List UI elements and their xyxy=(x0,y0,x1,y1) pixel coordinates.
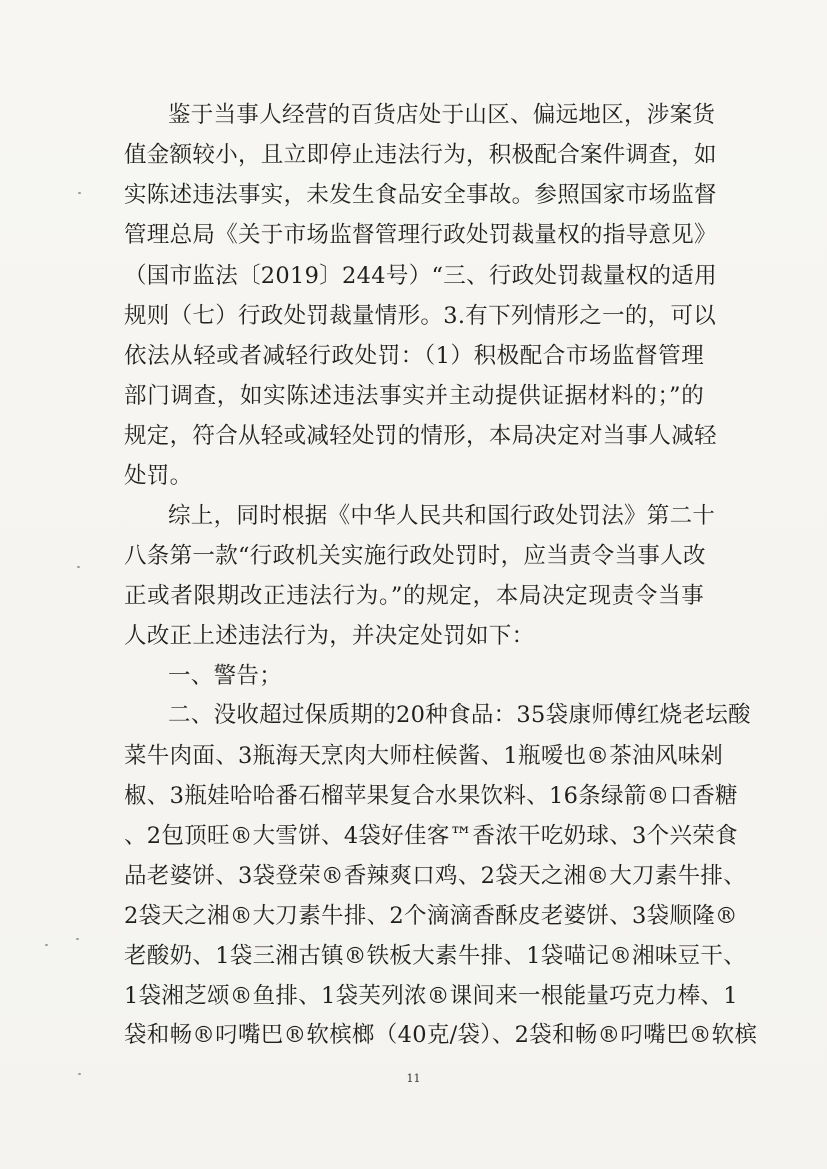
scan-speck xyxy=(78,192,81,194)
penalty-item-confiscation: 二、没收超过保质期的20种食品：35袋康师傅红烧老坛酸 xyxy=(168,702,751,728)
paragraph-line: 管理总局《关于市场监督管理行政处罚裁量权的指导意见》 xyxy=(124,222,717,248)
penalty-item-warning: 一、警告； xyxy=(168,663,283,689)
paragraph-line: 椒、3瓶娃哈哈番石榴苹果复合水果饮料、16条绿箭®口香糖 xyxy=(124,783,738,809)
paragraph-line: 实陈述违法事实，未发生食品安全事故。参照国家市场监督 xyxy=(124,182,717,208)
paragraph-line: 部门调查，如实陈述违法事实并主动提供证据材料的；”的 xyxy=(124,383,704,409)
paragraph-line: 综上，同时根据《中华人民共和国行政处罚法》第二十 xyxy=(168,503,716,529)
paragraph-line: 人改正上述违法行为，并决定处罚如下： xyxy=(124,623,535,649)
paragraph-line: 规定，符合从轻或减轻处罚的情形，本局决定对当事人减轻 xyxy=(124,423,717,449)
paragraph-line: （国市监法〔2019〕244号）“三、行政处罚裁量权的适用 xyxy=(124,263,717,289)
paragraph-line: 、2包顶旺®大雪饼、4袋好佳客™香浓干吃奶球、3个兴荣食 xyxy=(124,823,738,849)
scan-speck xyxy=(76,938,79,940)
paragraph-line: 值金额较小，且立即停止违法行为，积极配合案件调查，如 xyxy=(124,142,717,168)
paragraph-line: 处罚。 xyxy=(124,463,193,489)
paragraph-line: 规则（七）行政处罚裁量情形。3.有下列情形之一的，可以 xyxy=(124,303,717,329)
scan-speck xyxy=(78,1073,81,1075)
paragraph-line: 袋和畅®叼嘴巴®软槟榔（40克/袋）、2袋和畅®叼嘴巴®软槟 xyxy=(124,1022,758,1048)
page-number: 11 xyxy=(406,1072,421,1085)
scan-speck xyxy=(45,944,48,946)
paragraph-line: 1袋湘芝颂®鱼排、1袋芙列浓®课间来一根能量巧克力棒、1 xyxy=(124,983,738,1009)
paragraph-line: 2袋天之湘®大刀素牛排、2个滴滴香酥皮老婆饼、3袋顺隆® xyxy=(124,903,738,929)
paragraph-line: 依法从轻或者减轻行政处罚：（1）积极配合市场监督管理 xyxy=(124,343,704,369)
scan-speck xyxy=(77,566,80,568)
paragraph-line: 鉴于当事人经营的百货店处于山区、偏远地区，涉案货 xyxy=(168,102,716,128)
paragraph-line: 老酸奶、1袋三湘古镇®铁板大素牛排、1袋喵记®湘味豆干、 xyxy=(124,943,747,969)
paragraph-line: 八条第一款“行政机关实施行政处罚时，应当责令当事人改 xyxy=(124,543,706,569)
paragraph-line: 正或者限期改正违法行为。”的规定，本局决定现责令当事 xyxy=(124,583,704,609)
paragraph-line: 菜牛肉面、3瓶海天烹肉大师柱候酱、1瓶嗳也®茶油风味剁 xyxy=(124,743,724,769)
paragraph-line: 品老婆饼、3袋登荣®香辣爽口鸡、2袋天之湘®大刀素牛排、 xyxy=(124,863,747,889)
